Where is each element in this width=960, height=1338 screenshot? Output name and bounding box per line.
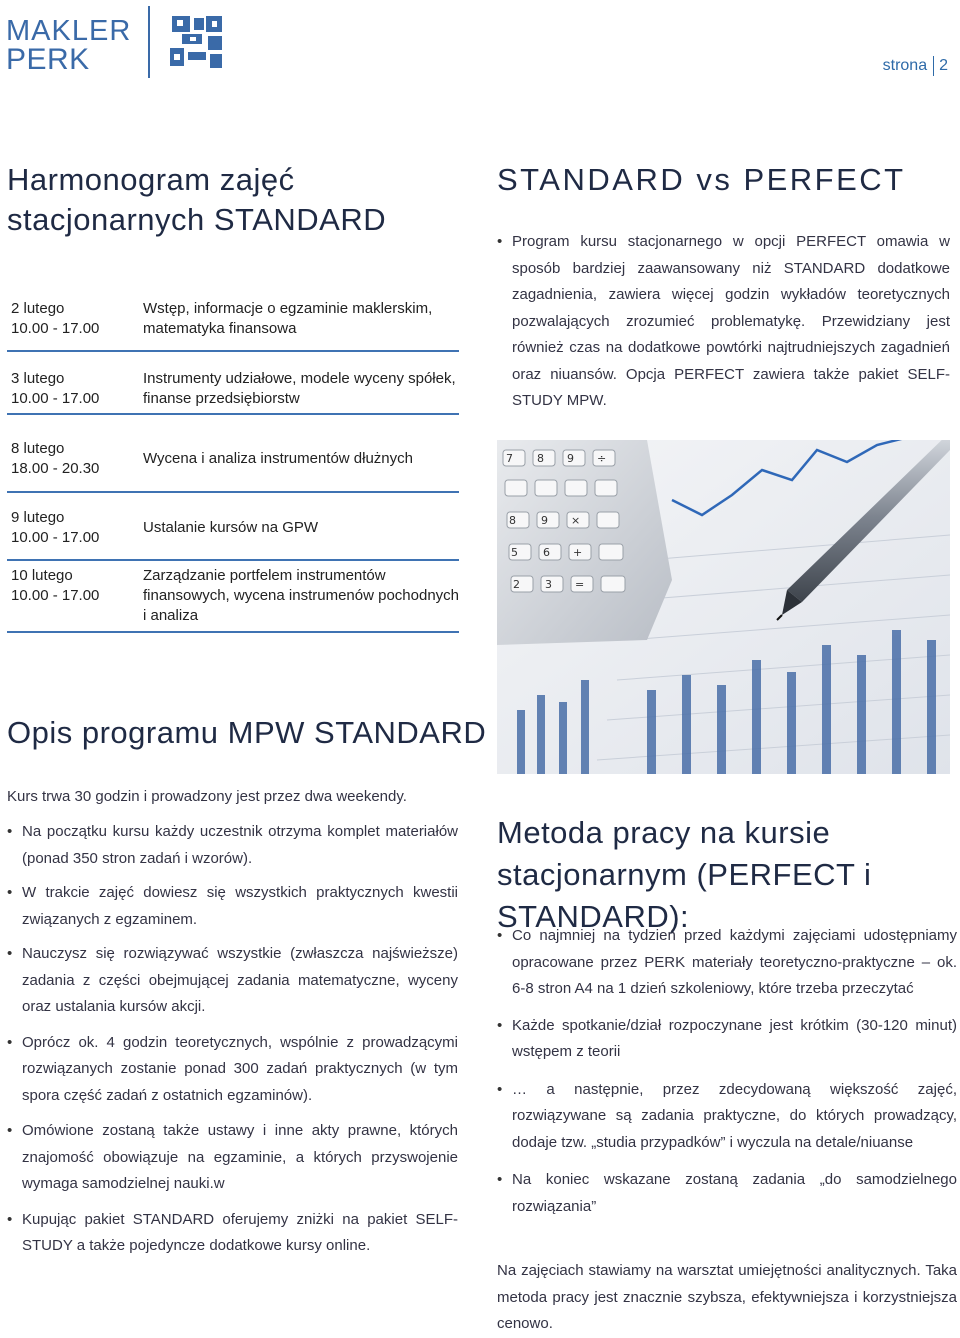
program-bullet: • Nauczysz się rozwiązywać wszystkie (zwłaszcza najświeższe) zadania z części obejmującej zadania matematyczne, wyceny oraz ustalania kursów akcji. bbox=[7, 941, 458, 1021]
page-number-value: 2 bbox=[939, 57, 948, 75]
schedule-date: 9 lutego bbox=[11, 509, 65, 526]
svg-text:7: 7 bbox=[506, 452, 513, 465]
svg-text:2: 2 bbox=[513, 578, 520, 591]
schedule-time: 10.00 - 17.00 bbox=[11, 320, 100, 337]
schedule-topic: Instrumenty udziałowe, modele wyceny spółek, finanse przedsiębiorstw bbox=[143, 370, 456, 407]
schedule-row bbox=[7, 561, 459, 633]
svg-text:9: 9 bbox=[567, 452, 574, 465]
svg-text:8: 8 bbox=[509, 514, 516, 527]
schedule-time: 18.00 - 20.30 bbox=[11, 460, 100, 477]
schedule-title: Harmonogram zajęć stacjonarnych STANDARD bbox=[7, 162, 387, 237]
program-title: Opis programu MPW STANDARD bbox=[7, 715, 487, 750]
svg-text:6: 6 bbox=[543, 546, 550, 559]
comparison-list bbox=[497, 229, 950, 415]
program-intro: Kurs trwa 30 godzin i prowadzony jest przez dwa weekendy. bbox=[7, 788, 407, 805]
page-number-divider bbox=[933, 56, 934, 76]
schedule-topic: Wstęp, informacje o egzaminie maklerskim, matematyka finansowa bbox=[143, 300, 433, 337]
schedule-time: 10.00 - 17.00 bbox=[11, 529, 100, 546]
program-bullet: • W trakcie zajęć dowiesz się wszystkich praktycznych kwestii związanych z egzaminem. bbox=[7, 880, 458, 933]
program-bullet: • Kupując pakiet STANDARD oferujemy zniżki na pakiet SELF-STUDY a także pojedyncze dodatkowe kursy online. bbox=[7, 1207, 458, 1260]
svg-text:3: 3 bbox=[545, 578, 552, 591]
method-list bbox=[497, 923, 957, 1220]
schedule-topic: Zarządzanie portfelem instrumentów finansowych, wycena instrumenów pochodnych i analiza bbox=[143, 567, 460, 624]
schedule-date: 8 lutego bbox=[11, 440, 65, 457]
schedule-row bbox=[7, 352, 459, 415]
schedule-date: 3 lutego bbox=[11, 370, 65, 387]
svg-text:9: 9 bbox=[541, 514, 548, 527]
calculator-chart-illustration bbox=[497, 440, 950, 774]
page-label: strona bbox=[882, 57, 928, 75]
method-bullet: • Na koniec wskazane zostaną zadania „do samodzielnego rozwiązania” bbox=[497, 1167, 957, 1220]
schedule-row bbox=[7, 415, 459, 493]
calculator-icon bbox=[497, 440, 672, 645]
program-bullet: • Na początku kursu każdy uczestnik otrzyma komplet materiałów (ponad 350 stron zadań i wzorów). bbox=[7, 819, 458, 872]
schedule-row bbox=[7, 493, 459, 561]
program-bullet: • Omówione zostaną także ustawy i inne akty prawne, których znajomość obowiązuje na egzaminie, a których przyswojenie wymaga samodzielnej nauki.w bbox=[7, 1118, 458, 1198]
finance-photo bbox=[497, 440, 950, 774]
svg-text:÷: ÷ bbox=[597, 452, 607, 465]
schedule-topic: Wycena i analiza instrumentów dłużnych bbox=[143, 450, 413, 467]
schedule-row-divider bbox=[7, 631, 459, 633]
method-title: Metoda pracy na kursie stacjonarnym (PERFECT i STANDARD): bbox=[497, 815, 872, 934]
schedule-date: 2 lutego bbox=[11, 300, 65, 317]
comparison-bullet: • Program kursu stacjonarnego w opcji PERFECT omawia w sposób bardziej zaawansowany niż STANDARD dodatkowe zagadnienia, zawiera więcej godzin wykładów teoretycznych pozwalających zrozumieć problematykę. Przewidziany jest również czas na dodatkowe powtórki najtrudniejszych zagadnień oraz niuansów. Opcja PERFECT zawiera także pakiet SELF-STUDY MPW. bbox=[497, 229, 950, 415]
logo-makler-text: MAKLER bbox=[6, 15, 132, 47]
logo-divider bbox=[148, 6, 150, 78]
schedule-topic: Ustalanie kursów na GPW bbox=[143, 519, 319, 536]
svg-text:8: 8 bbox=[537, 452, 544, 465]
method-bullet: • Każde spotkanie/dział rozpoczynane jest krótkim (30-120 minut) wstępem z teorii bbox=[497, 1013, 957, 1066]
method-closing: Na zajęciach stawiamy na warsztat umiejętności analitycznych. Taka metoda pracy jest znacznie szybsza, efektywniejsza i korzystniejsza cenowo. bbox=[497, 1262, 957, 1332]
program-list bbox=[7, 819, 458, 1260]
page-number bbox=[883, 56, 948, 76]
schedule-date: 10 lutego bbox=[11, 567, 73, 584]
method-bullet: • Co najmniej na tydzień przed każdymi zajęciami udostępniamy opracowane przez PERK materiały teoretyczno-praktyczne – ok. 6-8 stron A4 na 1 dzień szkoleniowy, które trzeba przeczytać bbox=[497, 923, 957, 1003]
schedule-time: 10.00 - 17.00 bbox=[11, 587, 100, 604]
svg-text:=: = bbox=[575, 578, 585, 591]
comparison-title: STANDARD vs PERFECT bbox=[497, 162, 906, 197]
program-bullet: • Oprócz ok. 4 godzin teoretycznych, wspólnie z prowadzącymi rozwiązanych zostanie ponad 300 zadań praktycznych (w tym spora część zadań z ostatnich egzaminów). bbox=[7, 1030, 458, 1110]
svg-text:×: × bbox=[571, 514, 581, 527]
svg-text:5: 5 bbox=[511, 546, 518, 559]
schedule-time: 10.00 - 17.00 bbox=[11, 390, 100, 407]
schedule-row bbox=[7, 290, 459, 352]
perk-emblem-icon bbox=[168, 14, 226, 70]
method-bullet: • … a następnie, przez zdecydowaną większość zajęć, rozwiązywane są zadania praktyczne, do których prowadzący, dodaje tzw. „studia przypadków” i wyczula na detale/niuanse bbox=[497, 1077, 957, 1157]
logo-perk-text: PERK bbox=[6, 43, 90, 76]
svg-text:+: + bbox=[573, 546, 583, 559]
